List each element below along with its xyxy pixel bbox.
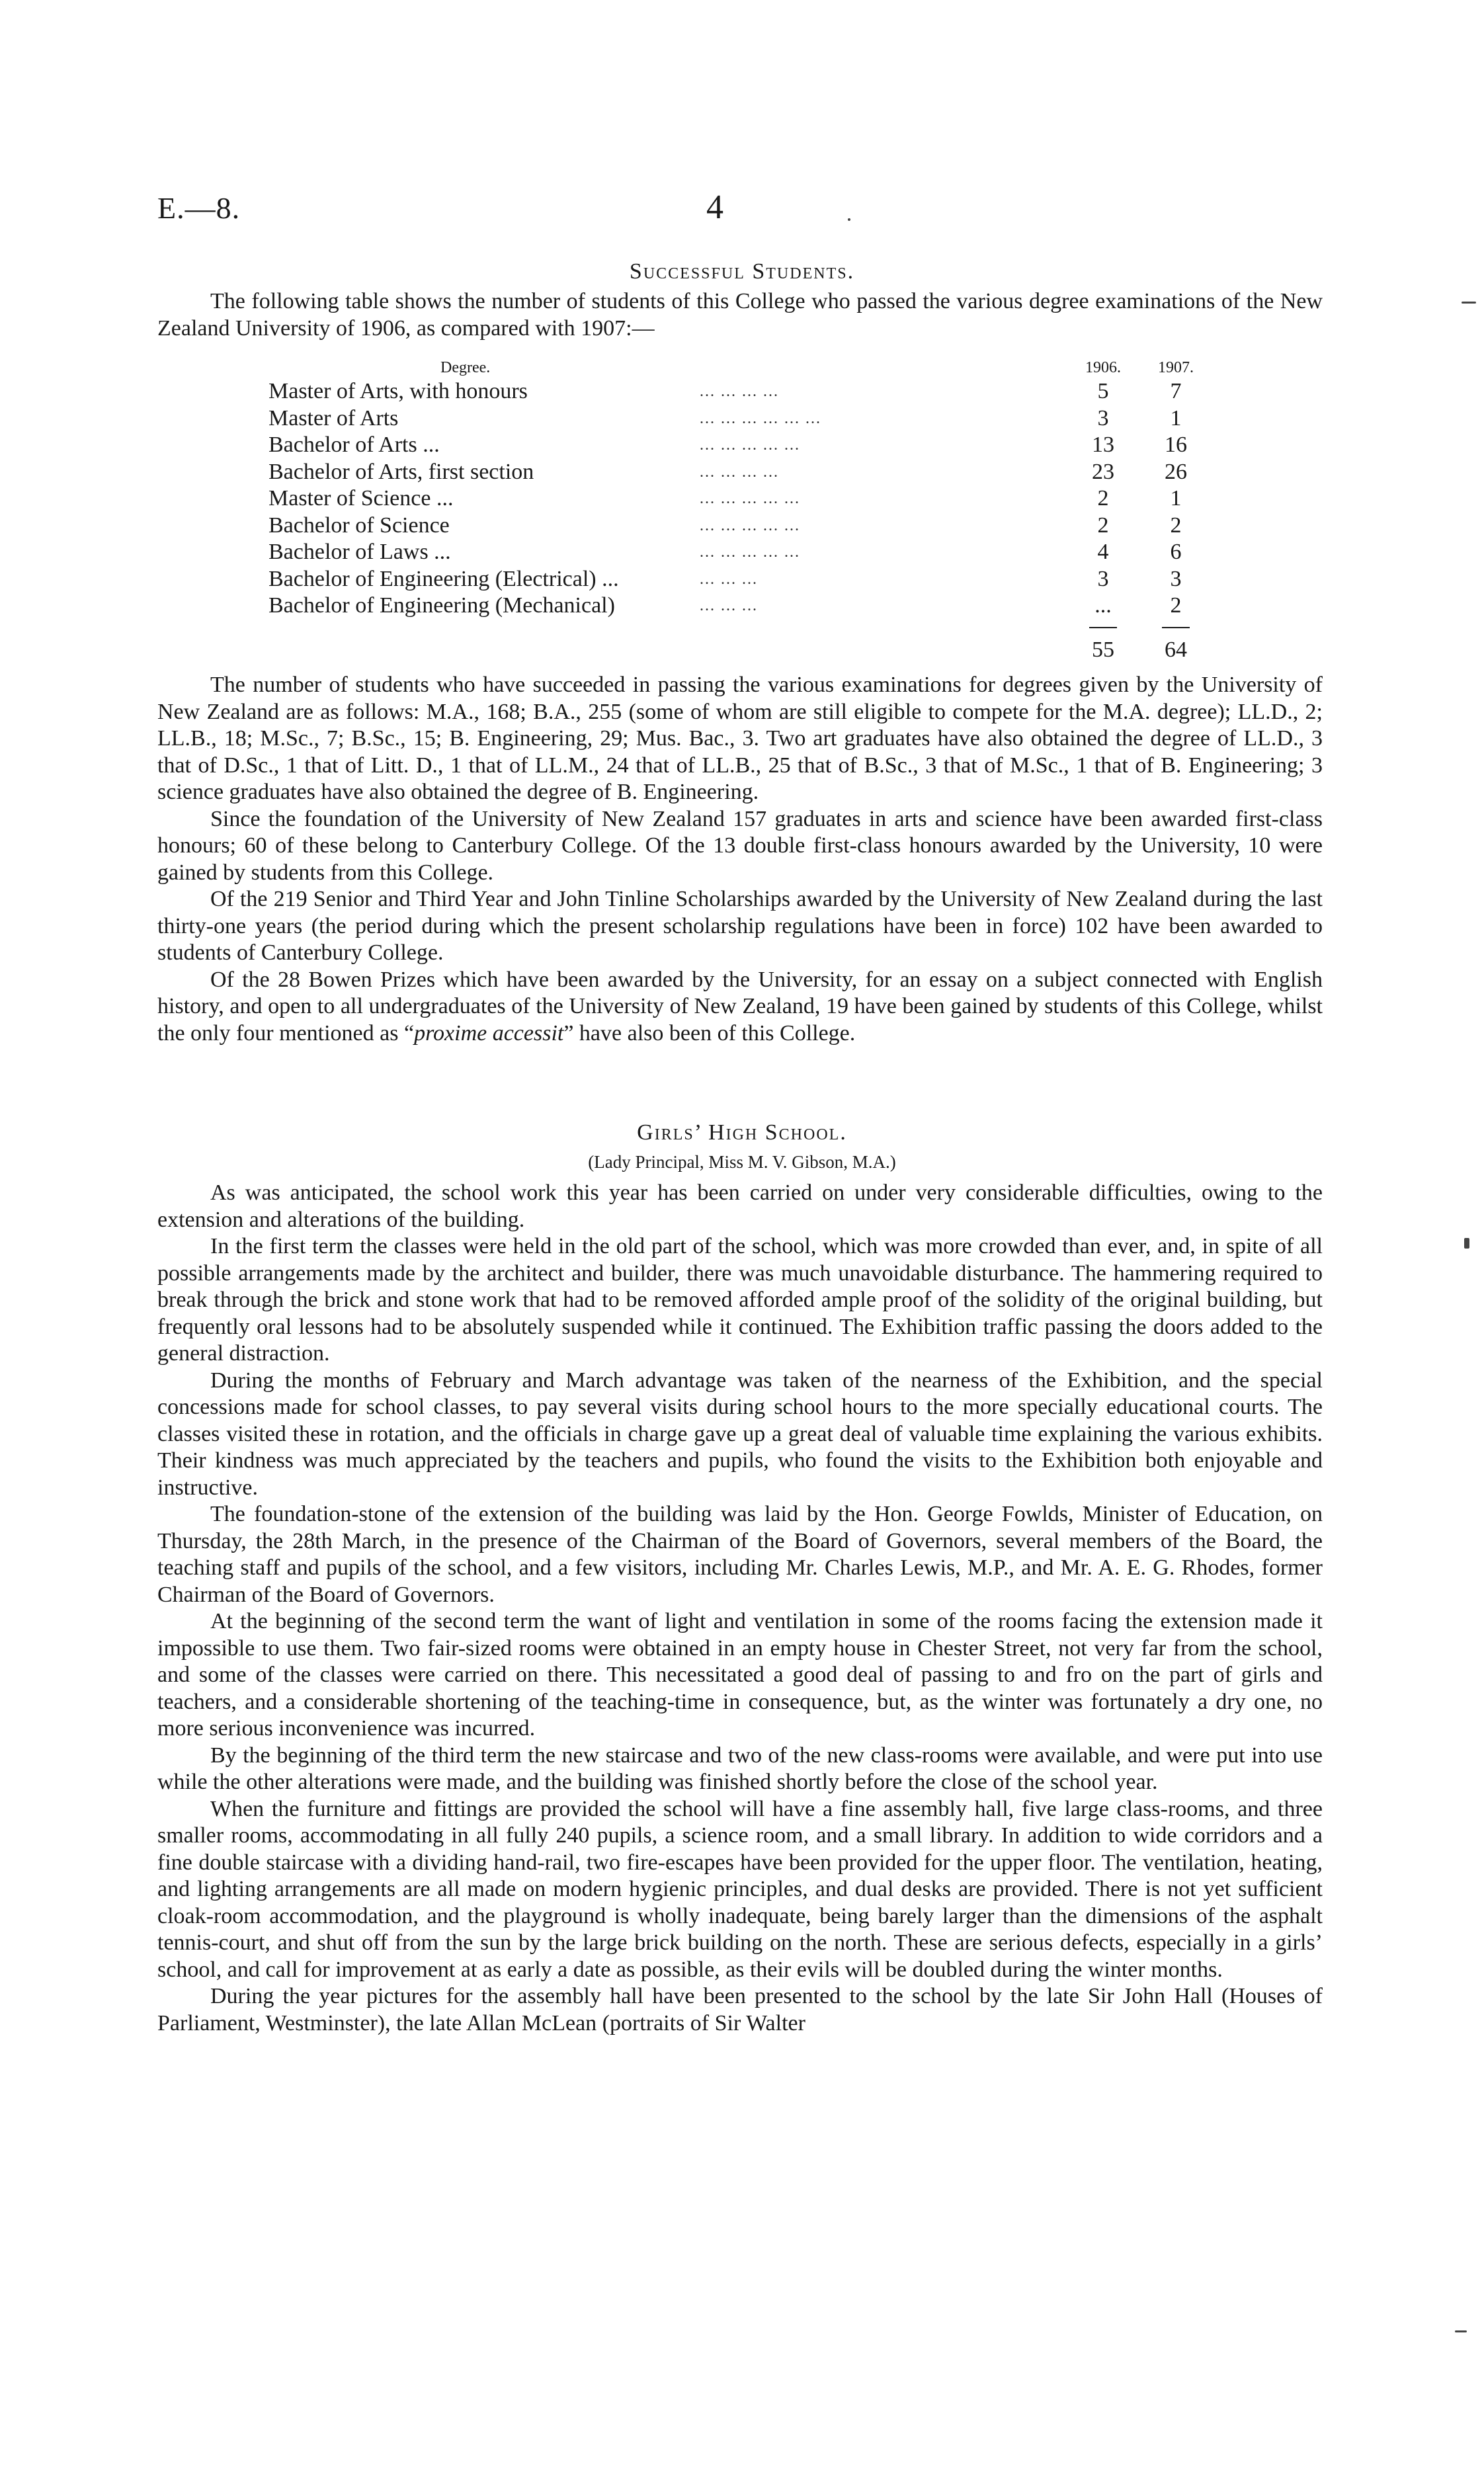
degree-name: Bachelor of Arts, first section bbox=[268, 459, 534, 484]
count-1906: 2 bbox=[1097, 486, 1109, 511]
difficulties-paragraph: As was anticipated, the school work this year has been carried on under very considerable difficulties, owing to the extension and alterations of the building. bbox=[157, 1180, 1323, 1232]
first-term-paragraph: In the first term the classes were held in the old part of the school, which was more crowded than ever, and, in spite of all possible arrangements made by the architect and builder, there was much unavoidable disturbance. The hammering required to break through the brick and stone work that had to be removed afforded ample proof of the solidity of the original building, but frequently oral lessons had to be absolutely suspended while it continued. The Exhibition traffic passing the doors added to the general distraction. bbox=[157, 1234, 1323, 1366]
degree-name: Master of Science ... bbox=[268, 486, 454, 511]
count-1906: ... bbox=[1094, 593, 1112, 618]
degree-name: Bachelor of Engineering (Electrical) ... bbox=[268, 566, 619, 591]
exhibition-paragraph: During the months of February and March advantage was taken of the nearness of the Exhibition, and the special concessions made for school classes, to pay several visits during school hours to the more specially educational courts. The classes visited these in rotation, and the officials in charge gave up a great deal of valuable time explaining the various exhibits. Their kindness was much appreciated by the teachers and pupils, who found the visits to the Exhibition both enjoyable and instructive. bbox=[157, 1368, 1323, 1500]
total-rule-1906 bbox=[1089, 627, 1117, 628]
bowen-paragraph bbox=[157, 967, 1323, 1048]
successful-students-heading: Successful Students. bbox=[629, 259, 855, 284]
count-1906: 4 bbox=[1097, 540, 1109, 564]
scan-speck bbox=[1464, 1238, 1469, 1249]
page-reference: E.—8. bbox=[157, 191, 241, 225]
leader-dots: ... ... ... bbox=[700, 597, 758, 614]
count-1907: 6 bbox=[1170, 540, 1182, 564]
total-1907: 64 bbox=[1165, 637, 1187, 662]
girls-high-school-heading: Girls’ High School. bbox=[637, 1120, 847, 1145]
count-1907: 1 bbox=[1170, 486, 1182, 511]
leader-dots: ... ... ... ... ... ... bbox=[700, 409, 821, 427]
lady-principal-subheading: (Lady Principal, Miss M. V. Gibson, M.A.) bbox=[588, 1152, 896, 1172]
scholarships-paragraph: Of the 219 Senior and Third Year and John Tinline Scholarships awarded by the University of New Zealand during the last thirty-one years (the period during which the present scholarship regulations have been in force) 102 have been awarded to students of Canterbury College. bbox=[157, 887, 1323, 965]
leader-dots: ... ... ... ... bbox=[700, 383, 779, 400]
girls-school-body bbox=[157, 1180, 1323, 2037]
pictures-paragraph: During the year pictures for the assembly hall have been presented to the school by the late Sir John Hall (Houses of Parliament, Westminster), the late Allan McLean (portraits of Sir Walter bbox=[157, 1984, 1323, 2036]
count-1907: 26 bbox=[1165, 459, 1187, 484]
degree-table-header bbox=[157, 357, 1323, 378]
count-1906: 3 bbox=[1097, 566, 1109, 591]
scan-speck bbox=[1462, 302, 1476, 304]
leader-dots: ... ... ... ... ... bbox=[700, 544, 800, 561]
leader-dots: ... ... ... ... bbox=[700, 463, 779, 481]
table-row bbox=[157, 485, 1323, 513]
honours-paragraph: Since the foundation of the University of New Zealand 157 graduates in arts and science have been awarded first-class honours; 60 of these belong to Canterbury College. Of the 13 double first-class honours awarded by the University, 10 were gained by students from this College. bbox=[157, 806, 1323, 885]
degree-name: Master of Arts, with honours bbox=[268, 379, 528, 403]
students-intro bbox=[157, 288, 1323, 342]
table-row bbox=[157, 459, 1323, 486]
third-term-paragraph: By the beginning of the third term the new staircase and two of the new class-rooms were available, and were put into use while the other alterations were made, and the building was finished shortly before the close of the school year. bbox=[157, 1743, 1323, 1794]
table-row bbox=[157, 539, 1323, 566]
degree-name: Bachelor of Engineering (Mechanical) bbox=[268, 593, 615, 618]
total-rules-row bbox=[157, 620, 1323, 634]
degree-name: Bachelor of Science bbox=[268, 513, 450, 538]
second-term-paragraph: At the beginning of the second term the want of light and ventilation in some of the rooms facing the extension made it impossible to use them. Two fair-sized rooms were obtained in an empty house in Chester Street, not very far from the school, and some of the classes were carried on there. This necessitated a good deal of passing to and fro on the part of girls and teachers, and a considerable shortening of the teaching-time in consequence, but, as the winter was fortunately a dry one, no more serious inconvenience was incurred. bbox=[157, 1609, 1323, 1741]
facilities-paragraph: When the furniture and fittings are provided the school will have a fine assembly hall, five large class-rooms, and three smaller rooms, accommodating in all fully 240 pupils, a science room, and a small library. In addition to wide corridors and a fine double staircase with a dividing hand-rail, two fire-escapes have been provided for the upper floor. The ventilation, heating, and lighting arrangements are all made on modern hygienic principles, and dual desks are provided. There is not yet sufficient cloak-room accommodation, and the playground is wholly inadequate, being barely larger than the dimensions of the asphalt tennis-court, and shut off from the sun by the large brick building on the north. These are serious defects, especially in a girls’ school, and call for improvement at as early a date as possible, as their evils will be doubled during the winter months. bbox=[157, 1796, 1323, 1982]
degree-name: Master of Arts bbox=[268, 405, 399, 431]
count-1906: 3 bbox=[1097, 405, 1109, 431]
degrees-count-paragraph: The number of students who have succeeded in passing the various examinations for degrees given by the University of New Zealand are as follows: M.A., 168; B.A., 255 (some of whom are still eligible to compete for the M.A. degree); LL.D., 2; LL.B., 18; M.Sc., 7; B.Sc., 15; B. Engineering, 29; Mus. Bac., 3. Two art graduates have also obtained the degree of LL.D., 3 that of D.Sc., 1 that of Litt. D., 1 that of LL.M., 24 that of LL.B., 25 that of B.Sc., 3 that of M.Sc., 1 that of B. Engineering; 3 science graduates have also obtained the degree of B. Engineering. bbox=[157, 673, 1323, 804]
foundation-stone-paragraph: The foundation-stone of the extension of the building was laid by the Hon. George Fowlds, Minister of Education, on Thursday, the 28th March, in the presence of the Chairman of the Board of Governors, several members of the Board, the teaching staff and pupils of the school, and a few visitors, including Mr. Charles Lewis, M.P., and Mr. A. E. G. Rhodes, former Chairman of the Board of Governors. bbox=[157, 1502, 1323, 1607]
year-1907-column-header: 1907. bbox=[1158, 359, 1194, 376]
table-row bbox=[157, 593, 1323, 620]
leader-dots: ... ... ... ... ... bbox=[700, 436, 800, 454]
bowen-text-before: Of the 28 Bowen Prizes which have been awarded by the University, for an essay on a subject connected with English history, and open to all undergraduates of the University of New Zealand, 19 have been gained by students of this College, whilst the only four mentioned as “ bbox=[157, 967, 1323, 1046]
table-row bbox=[157, 566, 1323, 593]
count-1907: 16 bbox=[1165, 432, 1187, 457]
students-body bbox=[157, 672, 1323, 1047]
degree-name: Bachelor of Arts ... bbox=[268, 432, 440, 457]
count-1906: 2 bbox=[1097, 513, 1109, 538]
count-1906: 5 bbox=[1097, 379, 1109, 403]
count-1906: 13 bbox=[1092, 432, 1114, 457]
scan-speck bbox=[1455, 2330, 1467, 2332]
count-1907: 2 bbox=[1170, 593, 1182, 618]
leader-dots: ... ... ... ... ... bbox=[700, 516, 800, 534]
table-row bbox=[157, 513, 1323, 540]
count-1906: 23 bbox=[1092, 459, 1114, 484]
total-rule-1907 bbox=[1162, 627, 1190, 628]
table-row bbox=[157, 378, 1323, 405]
intro-paragraph: The following table shows the number of students of this College who passed the various degree examinations of the New Zealand University of 1906, as compared with 1907:— bbox=[157, 289, 1323, 341]
table-row bbox=[157, 432, 1323, 459]
degree-column-header: Degree. bbox=[440, 359, 491, 376]
table-row bbox=[157, 405, 1323, 432]
total-1906: 55 bbox=[1092, 637, 1114, 662]
total-row bbox=[157, 634, 1323, 666]
bowen-italic-phrase: proxime accessit bbox=[414, 1020, 564, 1046]
leader-dots: ... ... ... bbox=[700, 570, 758, 588]
page-number: 4 bbox=[706, 188, 723, 226]
scan-speck bbox=[848, 218, 850, 221]
count-1907: 3 bbox=[1170, 566, 1182, 591]
bowen-text-after: ” have also been of this College. bbox=[563, 1020, 856, 1046]
count-1907: 7 bbox=[1170, 379, 1182, 403]
degree-name: Bachelor of Laws ... bbox=[268, 540, 451, 564]
leader-dots: ... ... ... ... ... bbox=[700, 490, 800, 507]
count-1907: 1 bbox=[1170, 405, 1182, 431]
degree-table bbox=[157, 357, 1323, 666]
count-1907: 2 bbox=[1170, 513, 1182, 538]
year-1906-column-header: 1906. bbox=[1085, 359, 1121, 376]
